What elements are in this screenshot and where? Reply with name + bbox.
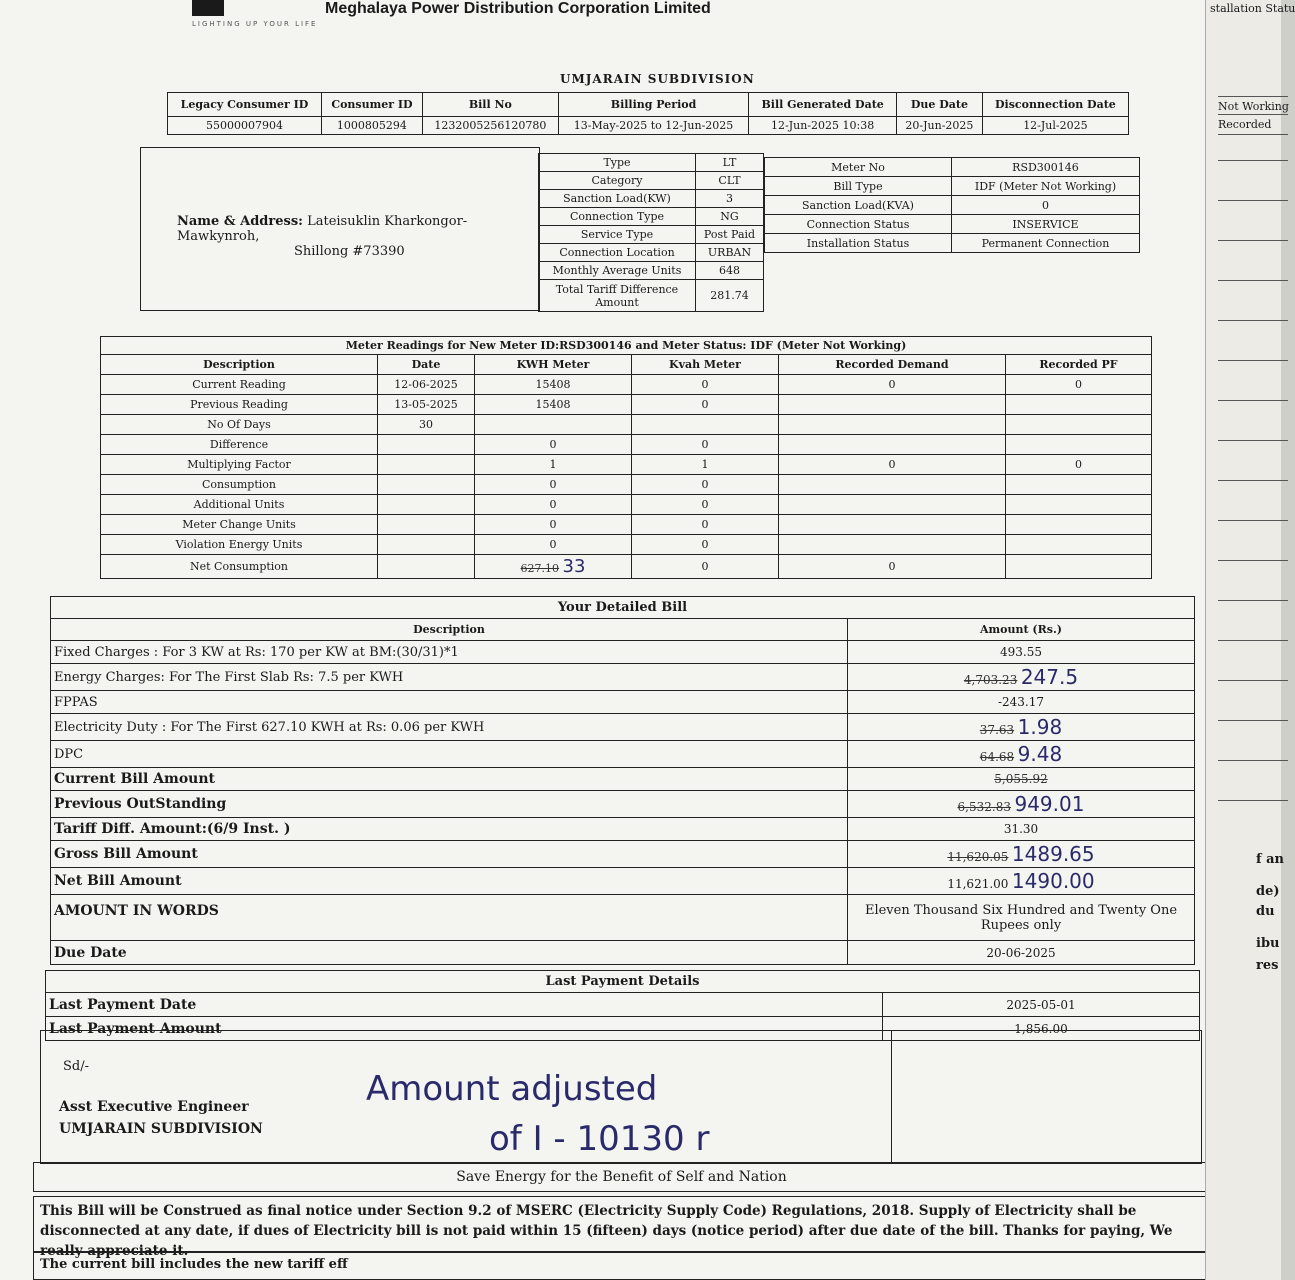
amount-printed: 4,703.23 xyxy=(963,673,1018,687)
detailed-bill-table xyxy=(50,596,1195,965)
adjacent-page xyxy=(1205,0,1295,1280)
slogan: Save Energy for the Benefit of Self and Nation xyxy=(456,1169,787,1185)
th-bill-generated: Bill Generated Date xyxy=(749,93,897,117)
net-consumption-kwh xyxy=(475,555,632,579)
row-kvah: 1 xyxy=(632,455,779,475)
table-row xyxy=(101,375,1152,395)
bill-line xyxy=(51,691,1195,714)
row-desc: Difference xyxy=(101,435,378,455)
legacy-id-value: 55000007904 xyxy=(168,117,322,135)
col-pf: Recorded PF xyxy=(1006,355,1152,375)
detail-value: LT xyxy=(696,154,764,172)
col-kvah: Kvah Meter xyxy=(632,355,779,375)
detail-value: 281.74 xyxy=(696,280,764,312)
bill-line xyxy=(51,768,1195,791)
row-kwh: 0 xyxy=(475,475,632,495)
amount-printed: 493.55 xyxy=(1000,645,1042,659)
meter-readings-table xyxy=(100,336,1152,579)
row-kwh: 0 xyxy=(475,435,632,455)
bill-line xyxy=(51,714,1195,741)
amount-printed: 5,055.92 xyxy=(994,772,1048,786)
amount-handwritten: 1490.00 xyxy=(1011,869,1095,893)
amount-printed: 64.68 xyxy=(979,750,1015,764)
bill-line-desc: Energy Charges: For The First Slab Rs: 7.5 per KWH xyxy=(51,664,848,691)
meter-label: Bill Type xyxy=(765,177,952,196)
bill-line-amount xyxy=(848,714,1195,741)
side-text: stallation Statu xyxy=(1210,2,1295,15)
col-description: Description xyxy=(101,355,378,375)
row-date: 30 xyxy=(378,415,475,435)
bill-line-amount xyxy=(848,868,1195,895)
row-demand: 0 xyxy=(779,455,1006,475)
row-kvah xyxy=(632,415,779,435)
amount-in-words-value: Eleven Thousand Six Hundred and Twenty One Rupees only xyxy=(848,895,1195,941)
row-demand xyxy=(779,415,1006,435)
bill-line xyxy=(51,791,1195,818)
meter-value: IDF (Meter Not Working) xyxy=(952,177,1140,196)
row-pf xyxy=(1006,475,1152,495)
row-pf: 0 xyxy=(1006,375,1152,395)
company-logo xyxy=(192,0,224,16)
row-desc: Additional Units xyxy=(101,495,378,515)
bill-line-desc: Tariff Diff. Amount:(6/9 Inst. ) xyxy=(51,818,848,841)
bill-line-amount xyxy=(848,791,1195,818)
col-demand: Recorded Demand xyxy=(779,355,1006,375)
bill-line-desc: DPC xyxy=(51,741,848,768)
row-desc: Consumption xyxy=(101,475,378,495)
row-demand xyxy=(779,475,1006,495)
last-payment-amount-value: 1,856.00 xyxy=(883,1017,1200,1041)
th-disconnection-date: Disconnection Date xyxy=(982,93,1128,117)
sd-text: Sd/- xyxy=(63,1059,89,1074)
table-row xyxy=(101,515,1152,535)
row-desc: Current Reading xyxy=(101,375,378,395)
meter-label: Connection Status xyxy=(765,215,952,234)
bill-col-amount: Amount (Rs.) xyxy=(848,619,1195,641)
meter-value: INSERVICE xyxy=(952,215,1140,234)
row-desc: Violation Energy Units xyxy=(101,535,378,555)
last-payment-date-value: 2025-05-01 xyxy=(883,993,1200,1017)
detail-value: NG xyxy=(696,208,764,226)
row-kvah: 0 xyxy=(632,495,779,515)
bill-line-amount xyxy=(848,691,1195,714)
row-date xyxy=(378,475,475,495)
amount-printed: 6,532.83 xyxy=(957,800,1011,814)
table-row xyxy=(101,395,1152,415)
th-bill-no: Bill No xyxy=(422,93,558,117)
legal-notice: This Bill will be Construed as final notice under Section 9.2 of MSERC (Electricity Supply Code) Regulations, 2018. Supply of Electricity shall be disconnected at any date, if dues of Electricity bill is not paid within 15 (fifteen) days (notice period) after due date of the bill. Thanks for paying, We really appreciate it. xyxy=(33,1196,1208,1252)
row-kwh: 15408 xyxy=(475,395,632,415)
bill-line-amount xyxy=(848,818,1195,841)
billing-period-value: 13-May-2025 to 12-Jun-2025 xyxy=(558,117,748,135)
bill-no-value: 1232005256120780 xyxy=(422,117,558,135)
detail-value: URBAN xyxy=(696,244,764,262)
row-kwh: 0 xyxy=(475,515,632,535)
table-row xyxy=(101,535,1152,555)
bill-col-description: Description xyxy=(51,619,848,641)
company-name: Meghalaya Power Distribution Corporation Limited xyxy=(325,0,711,17)
bill-line-desc: Gross Bill Amount xyxy=(51,841,848,868)
th-consumer-id: Consumer ID xyxy=(322,93,423,117)
readings-title: Meter Readings for New Meter ID:RSD300146 and Meter Status: IDF (Meter Not Working) xyxy=(101,337,1152,355)
connection-details-table xyxy=(538,153,764,312)
row-date xyxy=(378,535,475,555)
side-text: Recorded xyxy=(1218,118,1272,131)
bill-line-desc: FPPAS xyxy=(51,691,848,714)
row-kwh: 1 xyxy=(475,455,632,475)
side-fragment: de) xyxy=(1256,884,1280,899)
table-row xyxy=(101,435,1152,455)
row-date xyxy=(378,555,475,579)
signature-box xyxy=(40,1030,1202,1164)
detail-label: Sanction Load(KW) xyxy=(539,190,696,208)
bill-line-desc: Electricity Duty : For The First 627.10 KWH at Rs: 0.06 per KWH xyxy=(51,714,848,741)
detail-label: Connection Location xyxy=(539,244,696,262)
bill-generated-value: 12-Jun-2025 10:38 xyxy=(749,117,897,135)
row-kvah: 0 xyxy=(632,535,779,555)
row-pf xyxy=(1006,435,1152,455)
amount-printed: 11,621.00 xyxy=(947,877,1009,891)
amount-printed: -243.17 xyxy=(997,695,1045,709)
amount-printed: 31.30 xyxy=(1003,822,1039,836)
consumer-address-box xyxy=(140,147,540,311)
row-date xyxy=(378,435,475,455)
signatory-title: Asst Executive Engineer xyxy=(59,1099,249,1115)
amount-handwritten: 247.5 xyxy=(1020,665,1079,689)
amount-handwritten: 1.98 xyxy=(1017,715,1063,739)
bill-line-amount xyxy=(848,841,1195,868)
row-pf xyxy=(1006,495,1152,515)
row-desc: Previous Reading xyxy=(101,395,378,415)
bill-line-amount xyxy=(848,768,1195,791)
disconnection-date-value: 12-Jul-2025 xyxy=(982,117,1128,135)
bill-line-amount xyxy=(848,641,1195,664)
th-due-date: Due Date xyxy=(897,93,983,117)
handwritten-note-line2: of I - 10130 r xyxy=(489,1119,710,1159)
row-demand xyxy=(779,515,1006,535)
row-date xyxy=(378,455,475,475)
row-kvah: 0 xyxy=(632,395,779,415)
amount-handwritten: 1489.65 xyxy=(1011,842,1095,866)
tariff-note: The current bill includes the new tariff eff xyxy=(33,1252,1208,1280)
due-date-value: 20-Jun-2025 xyxy=(897,117,983,135)
detail-label: Monthly Average Units xyxy=(539,262,696,280)
meter-value: Permanent Connection xyxy=(952,234,1140,253)
amount-in-words-label: AMOUNT IN WORDS xyxy=(51,895,848,941)
net-consumption-original: 627.10 xyxy=(520,562,560,575)
last-payment-amount-label: Last Payment Amount xyxy=(46,1017,883,1041)
row-desc: Meter Change Units xyxy=(101,515,378,535)
row-pf xyxy=(1006,535,1152,555)
name-line2: Shillong #73390 xyxy=(294,244,405,259)
due-date-label: Due Date xyxy=(51,941,848,965)
row-date xyxy=(378,515,475,535)
bill-line-amount xyxy=(848,741,1195,768)
row-demand: 0 xyxy=(779,555,1006,579)
bill-line xyxy=(51,741,1195,768)
meter-label: Installation Status xyxy=(765,234,952,253)
row-desc: No Of Days xyxy=(101,415,378,435)
detail-label: Category xyxy=(539,172,696,190)
row-desc: Multiplying Factor xyxy=(101,455,378,475)
meter-details-table xyxy=(764,157,1140,253)
detail-value: 648 xyxy=(696,262,764,280)
meter-label: Meter No xyxy=(765,158,952,177)
th-legacy-id: Legacy Consumer ID xyxy=(168,93,322,117)
amount-handwritten: 949.01 xyxy=(1014,792,1085,816)
consumer-id-value: 1000805294 xyxy=(322,117,423,135)
detail-label: Connection Type xyxy=(539,208,696,226)
name-line1: Lateisuklin Kharkongor-Mawkynroh, xyxy=(177,214,468,244)
row-pf xyxy=(1006,555,1152,579)
bill-line-desc: Net Bill Amount xyxy=(51,868,848,895)
row-pf xyxy=(1006,415,1152,435)
detail-label: Total Tariff Difference Amount xyxy=(539,280,696,312)
side-fragment: res xyxy=(1256,958,1279,973)
row-kvah: 0 xyxy=(632,375,779,395)
col-date: Date xyxy=(378,355,475,375)
last-payment-title: Last Payment Details xyxy=(46,971,1200,993)
bill-line xyxy=(51,841,1195,868)
side-fragment: f an xyxy=(1256,852,1284,867)
bill-id-table xyxy=(167,92,1129,135)
table-row xyxy=(101,455,1152,475)
row-kvah: 0 xyxy=(632,555,779,579)
side-text: Not Working xyxy=(1218,100,1289,113)
detail-value: Post Paid xyxy=(696,226,764,244)
row-desc: Net Consumption xyxy=(101,555,378,579)
detail-value: CLT xyxy=(696,172,764,190)
row-pf xyxy=(1006,395,1152,415)
slogan-box xyxy=(33,1162,1210,1192)
bill-line-desc: Fixed Charges : For 3 KW at Rs: 170 per KW at BM:(30/31)*1 xyxy=(51,641,848,664)
row-pf: 0 xyxy=(1006,455,1152,475)
row-kvah: 0 xyxy=(632,435,779,455)
amount-printed: 11,620.05 xyxy=(947,850,1009,864)
row-date: 12-06-2025 xyxy=(378,375,475,395)
row-demand xyxy=(779,435,1006,455)
consumer-address xyxy=(177,214,539,259)
detail-value: 3 xyxy=(696,190,764,208)
meter-value: 0 xyxy=(952,196,1140,215)
bill-line-desc: Previous OutStanding xyxy=(51,791,848,818)
signatory-office: UMJARAIN SUBDIVISION xyxy=(59,1121,263,1137)
col-kwh: KWH Meter xyxy=(475,355,632,375)
detail-label: Service Type xyxy=(539,226,696,244)
net-consumption-handwritten: 33 xyxy=(562,556,586,577)
bill-line xyxy=(51,664,1195,691)
bill-line xyxy=(51,641,1195,664)
detailed-bill-title: Your Detailed Bill xyxy=(51,597,1195,619)
subdivision-title: UMJARAIN SUBDIVISION xyxy=(560,72,755,86)
due-date-bill-value: 20-06-2025 xyxy=(848,941,1195,965)
row-date xyxy=(378,495,475,515)
bill-line-desc: Current Bill Amount xyxy=(51,768,848,791)
side-fragment: du xyxy=(1256,904,1275,919)
side-fragment: ibu xyxy=(1256,936,1280,951)
table-row xyxy=(101,475,1152,495)
row-kwh: 0 xyxy=(475,495,632,515)
row-pf xyxy=(1006,515,1152,535)
row-kwh: 0 xyxy=(475,535,632,555)
th-billing-period: Billing Period xyxy=(558,93,748,117)
row-demand: 0 xyxy=(779,375,1006,395)
amount-printed: 37.63 xyxy=(979,723,1015,737)
row-kwh: 15408 xyxy=(475,375,632,395)
row-demand xyxy=(779,495,1006,515)
last-payment-date-label: Last Payment Date xyxy=(46,993,883,1017)
detail-label: Type xyxy=(539,154,696,172)
row-demand xyxy=(779,395,1006,415)
bill-line xyxy=(51,818,1195,841)
row-kvah: 0 xyxy=(632,515,779,535)
row-kwh xyxy=(475,415,632,435)
bill-line xyxy=(51,868,1195,895)
name-label: Name & Address: xyxy=(177,214,303,229)
table-row xyxy=(101,415,1152,435)
handwritten-note-line1: Amount adjusted xyxy=(366,1069,658,1109)
bill-line-amount xyxy=(848,664,1195,691)
table-row xyxy=(101,555,1152,579)
amount-handwritten: 9.48 xyxy=(1017,742,1063,766)
meter-label: Sanction Load(KVA) xyxy=(765,196,952,215)
row-date: 13-05-2025 xyxy=(378,395,475,415)
table-row xyxy=(101,495,1152,515)
meter-value: RSD300146 xyxy=(952,158,1140,177)
row-kvah: 0 xyxy=(632,475,779,495)
company-tagline: LIGHTING UP YOUR LIFE xyxy=(192,20,318,28)
row-demand xyxy=(779,535,1006,555)
